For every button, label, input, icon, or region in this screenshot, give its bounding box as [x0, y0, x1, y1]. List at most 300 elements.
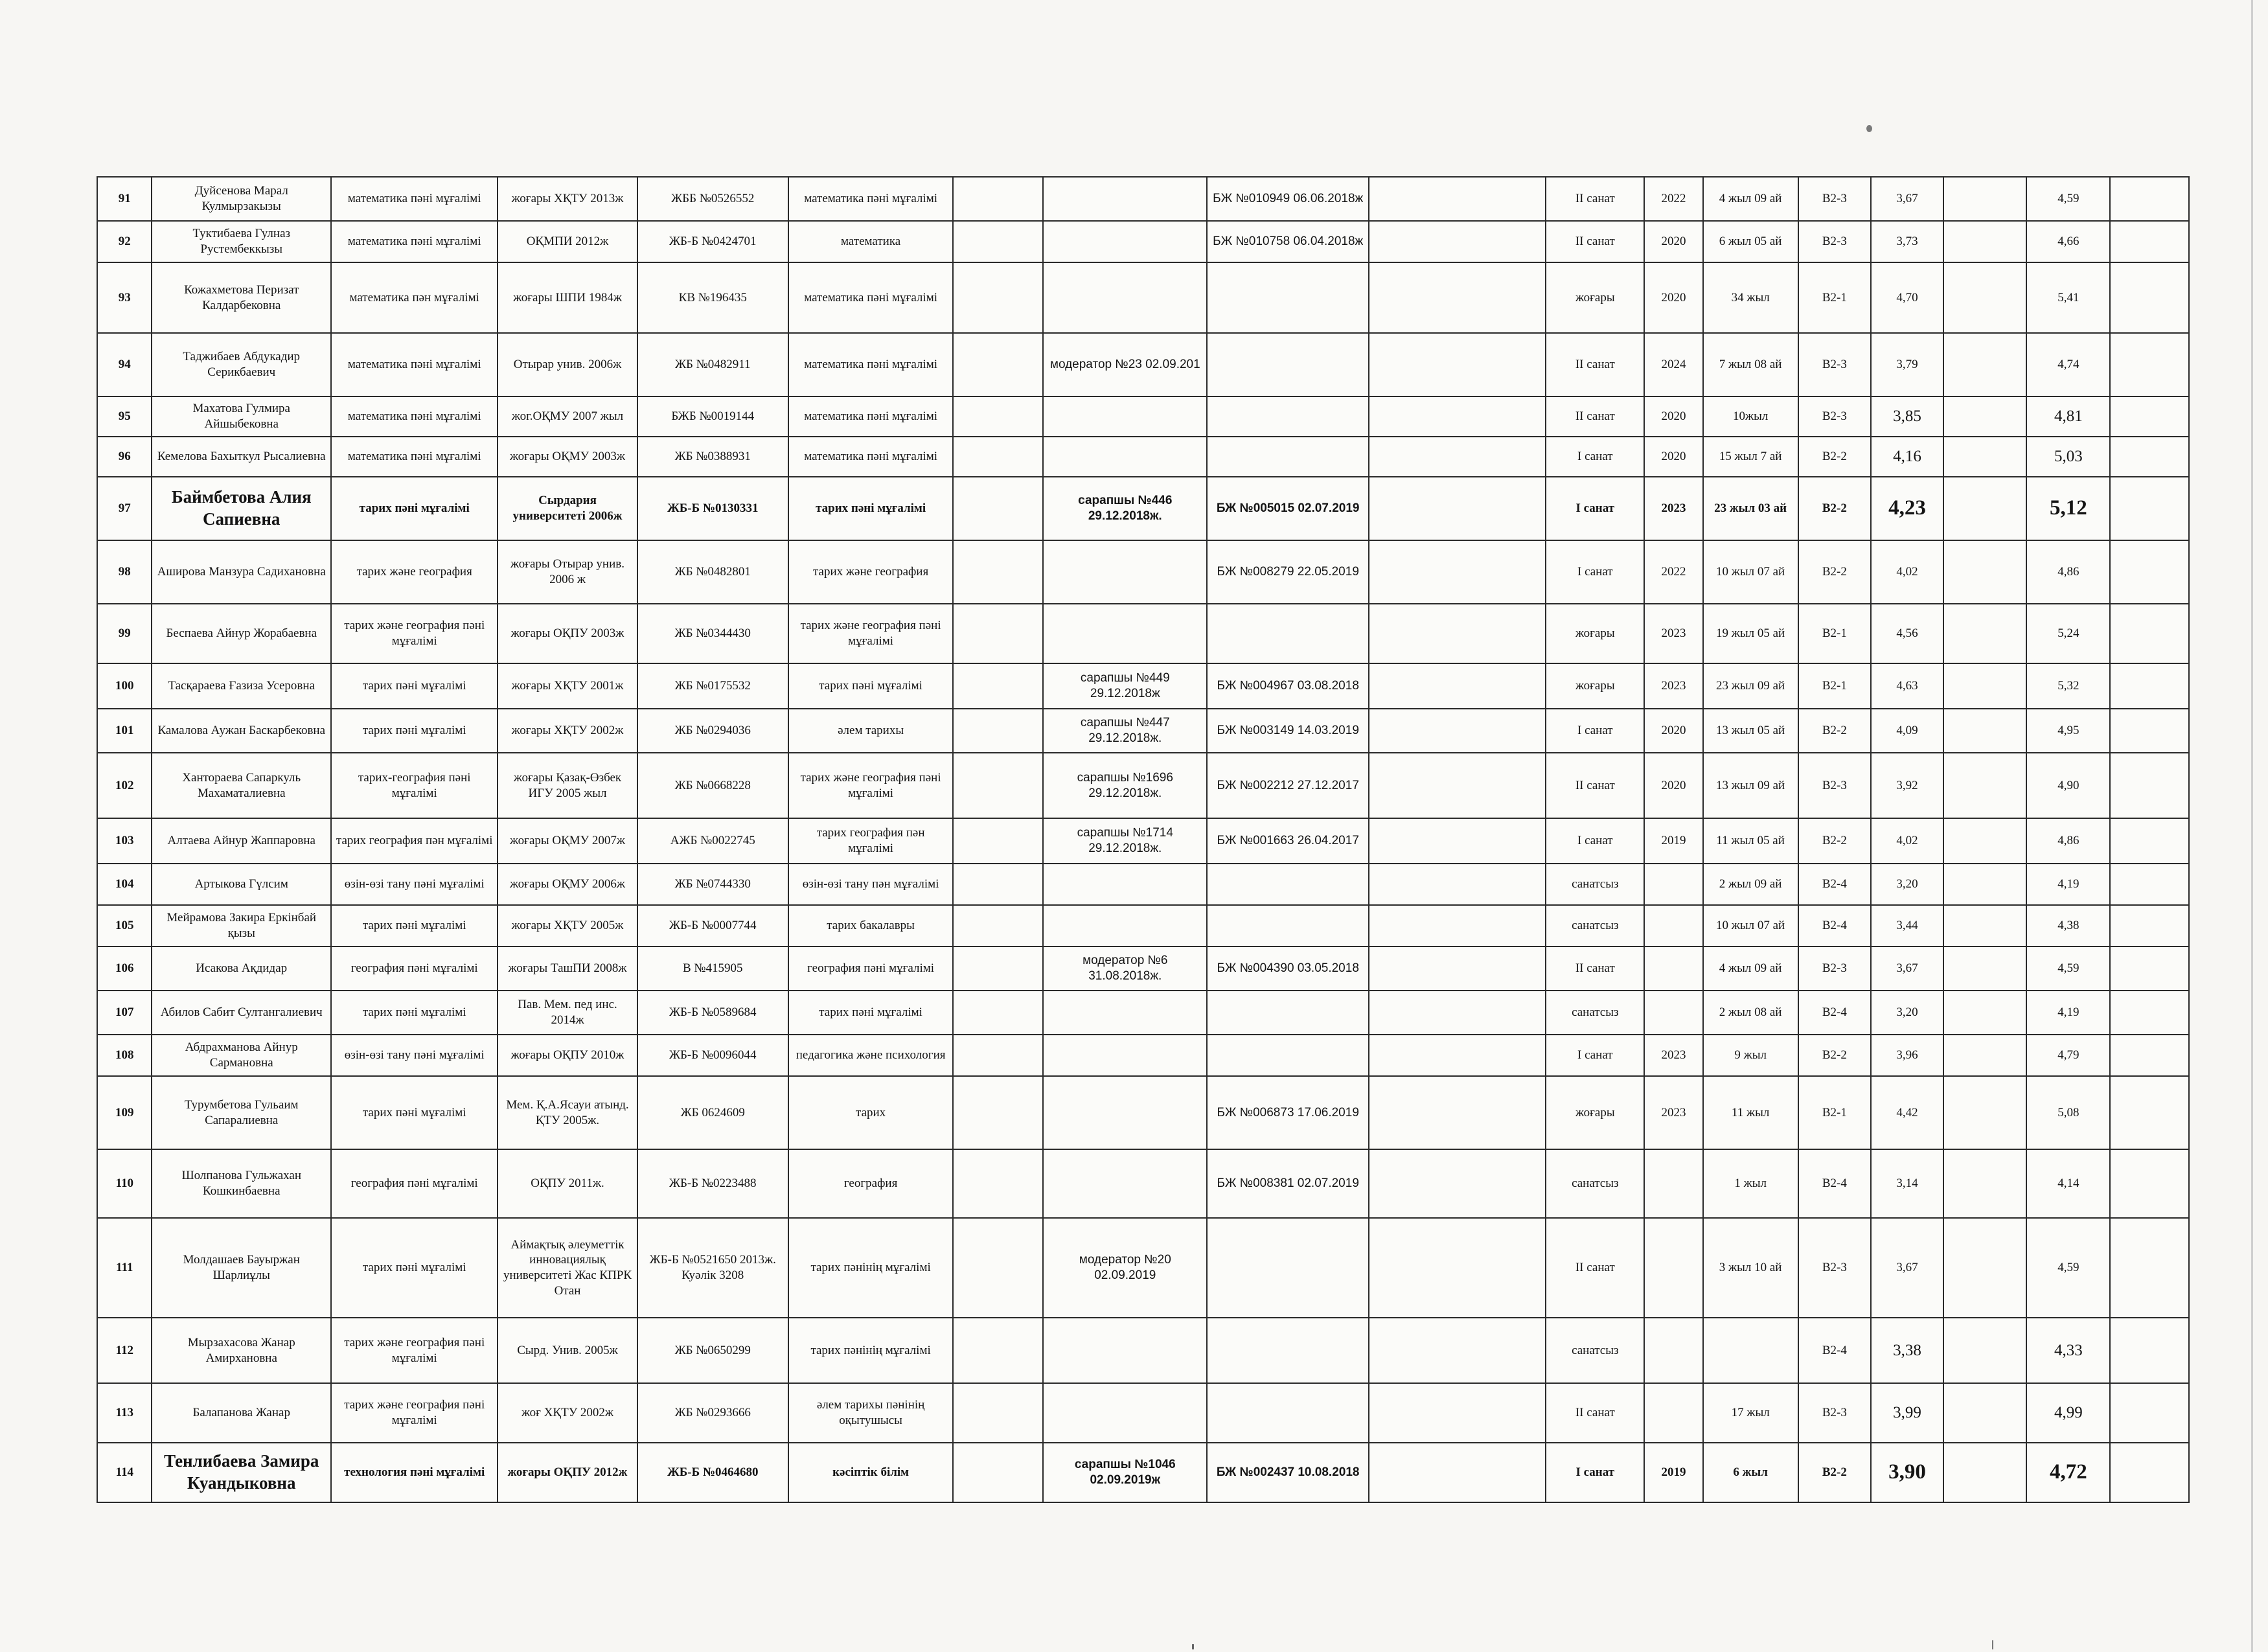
- position: тарих пәні мұғалімі: [331, 663, 498, 709]
- teacher-name: Камалова Аужан Баскарбековна: [152, 709, 331, 753]
- empty-cell: [1943, 1076, 2027, 1149]
- grade-code: B2-4: [1798, 1149, 1872, 1218]
- specialty: математика пәні мұғалімі: [788, 396, 953, 437]
- score-coefficient: 4,02: [1871, 540, 1943, 604]
- expert-status: [1043, 221, 1207, 262]
- diploma-number: В №415905: [637, 946, 788, 991]
- qualification-category: санатсыз: [1546, 991, 1644, 1035]
- table-body: [97, 177, 2189, 1502]
- row-number: 114: [97, 1443, 152, 1502]
- empty-cell: [953, 753, 1043, 818]
- score-total: 5,03: [2026, 437, 2110, 477]
- category-year: 2024: [1644, 333, 1703, 396]
- score-coefficient: 3,96: [1871, 1035, 1943, 1076]
- score-coefficient: 4,09: [1871, 709, 1943, 753]
- table-row: [97, 477, 2189, 540]
- work-experience: 34 жыл: [1703, 262, 1798, 333]
- empty-cell: [1943, 262, 2027, 333]
- score-total: 5,32: [2026, 663, 2110, 709]
- qualification-category: II санат: [1546, 396, 1644, 437]
- certificate: [1207, 604, 1368, 663]
- expert-status: [1043, 905, 1207, 946]
- category-year: [1644, 946, 1703, 991]
- qualification-category: I санат: [1546, 1035, 1644, 1076]
- teacher-name: Тенлибаева Замира Куандыковна: [152, 1443, 331, 1502]
- row-number: 95: [97, 396, 152, 437]
- certificate: БЖ №005015 02.07.2019: [1207, 477, 1368, 540]
- work-experience: 10жыл: [1703, 396, 1798, 437]
- score-total: 4,59: [2026, 177, 2110, 221]
- empty-cell: [953, 262, 1043, 333]
- certificate: БЖ №008381 02.07.2019: [1207, 1149, 1368, 1218]
- score-total: 4,33: [2026, 1318, 2110, 1383]
- work-experience: 17 жыл: [1703, 1383, 1798, 1443]
- work-experience: 4 жыл 09 ай: [1703, 946, 1798, 991]
- expert-status: сарапшы №447 29.12.2018ж.: [1043, 709, 1207, 753]
- empty-cell: [1369, 221, 1546, 262]
- expert-status: [1043, 437, 1207, 477]
- row-number: 97: [97, 477, 152, 540]
- diploma-number: ЖБ 0624609: [637, 1076, 788, 1149]
- work-experience: 9 жыл: [1703, 1035, 1798, 1076]
- education: Мем. Қ.А.Ясауи атынд. ҚТУ 2005ж.: [498, 1076, 637, 1149]
- empty-cell: [2110, 753, 2189, 818]
- table-row: [97, 946, 2189, 991]
- scan-dot: [1866, 125, 1872, 132]
- score-coefficient: 4,16: [1871, 437, 1943, 477]
- score-coefficient: 3,99: [1871, 1383, 1943, 1443]
- empty-cell: [953, 663, 1043, 709]
- diploma-number: ЖБ-Б №0223488: [637, 1149, 788, 1218]
- expert-status: [1043, 864, 1207, 905]
- specialty: тарих және география пәні мұғалімі: [788, 604, 953, 663]
- education: жоғары ОҚПУ 2010ж: [498, 1035, 637, 1076]
- empty-cell: [1369, 1035, 1546, 1076]
- qualification-category: II санат: [1546, 1383, 1644, 1443]
- table-row: [97, 1443, 2189, 1502]
- expert-status: [1043, 1076, 1207, 1149]
- education: жоғ ХҚТУ 2002ж: [498, 1383, 637, 1443]
- row-number: 94: [97, 333, 152, 396]
- diploma-number: ЖББ №0526552: [637, 177, 788, 221]
- empty-cell: [2110, 818, 2189, 864]
- table-row: [97, 177, 2189, 221]
- qualification-category: II санат: [1546, 221, 1644, 262]
- row-number: 99: [97, 604, 152, 663]
- category-year: 2023: [1644, 604, 1703, 663]
- table-row: [97, 396, 2189, 437]
- row-number: 105: [97, 905, 152, 946]
- certificate: БЖ №002437 10.08.2018: [1207, 1443, 1368, 1502]
- grade-code: B2-4: [1798, 991, 1872, 1035]
- empty-cell: [2110, 905, 2189, 946]
- category-year: 2020: [1644, 753, 1703, 818]
- diploma-number: ЖБ-Б №0130331: [637, 477, 788, 540]
- row-number: 109: [97, 1076, 152, 1149]
- teacher-name: Баймбетова Алия Сапиевна: [152, 477, 331, 540]
- empty-cell: [1943, 709, 2027, 753]
- specialty: математика: [788, 221, 953, 262]
- empty-cell: [1369, 437, 1546, 477]
- empty-cell: [1369, 946, 1546, 991]
- score-coefficient: 4,02: [1871, 818, 1943, 864]
- teacher-name: Хантораева Сапаркуль Махаматалиевна: [152, 753, 331, 818]
- certificate: [1207, 1383, 1368, 1443]
- empty-cell: [2110, 437, 2189, 477]
- teacher-name: Алтаева Айнур Жаппаровна: [152, 818, 331, 864]
- grade-code: B2-4: [1798, 864, 1872, 905]
- empty-cell: [2110, 1318, 2189, 1383]
- row-number: 112: [97, 1318, 152, 1383]
- empty-cell: [1369, 1218, 1546, 1318]
- qualification-category: жоғары: [1546, 262, 1644, 333]
- diploma-number: КВ №196435: [637, 262, 788, 333]
- teacher-name: Молдашаев Бауыржан Шарлиұлы: [152, 1218, 331, 1318]
- empty-cell: [1943, 818, 2027, 864]
- table-row: [97, 437, 2189, 477]
- category-year: 2020: [1644, 221, 1703, 262]
- teacher-name: Дуйсенова Марал Кулмырзакызы: [152, 177, 331, 221]
- empty-cell: [1369, 991, 1546, 1035]
- specialty: тарих география пән мұғалімі: [788, 818, 953, 864]
- work-experience: 15 жыл 7 ай: [1703, 437, 1798, 477]
- certificate: [1207, 1035, 1368, 1076]
- work-experience: 2 жыл 09 ай: [1703, 864, 1798, 905]
- category-year: [1644, 991, 1703, 1035]
- score-coefficient: 4,23: [1871, 477, 1943, 540]
- category-year: 2023: [1644, 477, 1703, 540]
- empty-cell: [953, 333, 1043, 396]
- position: математика пән мұғалімі: [331, 262, 498, 333]
- expert-status: сарапшы №1696 29.12.2018ж.: [1043, 753, 1207, 818]
- specialty: математика пәні мұғалімі: [788, 177, 953, 221]
- specialty: тарих және география пәні мұғалімі: [788, 753, 953, 818]
- specialty: тарих: [788, 1076, 953, 1149]
- empty-cell: [1369, 663, 1546, 709]
- grade-code: B2-3: [1798, 1383, 1872, 1443]
- empty-cell: [953, 864, 1043, 905]
- score-total: 5,12: [2026, 477, 2110, 540]
- score-coefficient: 3,73: [1871, 221, 1943, 262]
- grade-code: B2-4: [1798, 1318, 1872, 1383]
- table-row: [97, 333, 2189, 396]
- diploma-number: ЖБ №0344430: [637, 604, 788, 663]
- work-experience: 7 жыл 08 ай: [1703, 333, 1798, 396]
- score-total: 4,59: [2026, 946, 2110, 991]
- empty-cell: [1369, 905, 1546, 946]
- expert-status: [1043, 991, 1207, 1035]
- position: математика пәні мұғалімі: [331, 437, 498, 477]
- work-experience: 19 жыл 05 ай: [1703, 604, 1798, 663]
- teacher-name: Абилов Сабит Султангалиевич: [152, 991, 331, 1035]
- row-number: 102: [97, 753, 152, 818]
- table-row: [97, 709, 2189, 753]
- position: тарих пәні мұғалімі: [331, 709, 498, 753]
- empty-cell: [2110, 864, 2189, 905]
- row-number: 111: [97, 1218, 152, 1318]
- work-experience: 11 жыл: [1703, 1076, 1798, 1149]
- qualification-category: санатсыз: [1546, 864, 1644, 905]
- education: жог.ОҚМУ 2007 жыл: [498, 396, 637, 437]
- table-row: [97, 905, 2189, 946]
- education: жоғары ТашПИ 2008ж: [498, 946, 637, 991]
- empty-cell: [1943, 1383, 2027, 1443]
- qualification-category: I санат: [1546, 709, 1644, 753]
- work-experience: 1 жыл: [1703, 1149, 1798, 1218]
- score-total: 4,72: [2026, 1443, 2110, 1502]
- education: жоғары ОҚМУ 2003ж: [498, 437, 637, 477]
- diploma-number: ЖБ №0668228: [637, 753, 788, 818]
- category-year: [1644, 1383, 1703, 1443]
- position: география пәні мұғалімі: [331, 1149, 498, 1218]
- empty-cell: [1943, 477, 2027, 540]
- qualification-category: жоғары: [1546, 663, 1644, 709]
- empty-cell: [1369, 477, 1546, 540]
- empty-cell: [2110, 262, 2189, 333]
- score-total: 4,81: [2026, 396, 2110, 437]
- empty-cell: [953, 1149, 1043, 1218]
- education: ОҚМПИ 2012ж: [498, 221, 637, 262]
- teacher-name: Балапанова Жанар: [152, 1383, 331, 1443]
- grade-code: B2-1: [1798, 262, 1872, 333]
- teacher-name: Тасқараева Ғазиза Усеровна: [152, 663, 331, 709]
- qualification-category: жоғары: [1546, 604, 1644, 663]
- scan-mark: [1192, 1644, 1194, 1649]
- diploma-number: ЖБ №0482911: [637, 333, 788, 396]
- qualification-category: II санат: [1546, 1218, 1644, 1318]
- qualification-category: II санат: [1546, 333, 1644, 396]
- qualification-category: I санат: [1546, 818, 1644, 864]
- empty-cell: [1369, 177, 1546, 221]
- teacher-name: Мейрамова Закира Еркінбай қызы: [152, 905, 331, 946]
- empty-cell: [1943, 1035, 2027, 1076]
- qualification-category: II санат: [1546, 753, 1644, 818]
- qualification-category: I санат: [1546, 1443, 1644, 1502]
- position: тарих пәні мұғалімі: [331, 477, 498, 540]
- specialty: география: [788, 1149, 953, 1218]
- category-year: [1644, 1318, 1703, 1383]
- expert-status: [1043, 177, 1207, 221]
- grade-code: B2-3: [1798, 177, 1872, 221]
- row-number: 113: [97, 1383, 152, 1443]
- expert-status: сарапшы №1046 02.09.2019ж: [1043, 1443, 1207, 1502]
- qualification-category: санатсыз: [1546, 905, 1644, 946]
- expert-status: модератор №20 02.09.2019: [1043, 1218, 1207, 1318]
- work-experience: 13 жыл 05 ай: [1703, 709, 1798, 753]
- table-row: [97, 604, 2189, 663]
- position: математика пәні мұғалімі: [331, 177, 498, 221]
- teacher-name: Таджибаев Абдукадир Серикбаевич: [152, 333, 331, 396]
- empty-cell: [953, 946, 1043, 991]
- education: жоғары ОҚМУ 2007ж: [498, 818, 637, 864]
- work-experience: 11 жыл 05 ай: [1703, 818, 1798, 864]
- education: Отырар унив. 2006ж: [498, 333, 637, 396]
- education: ОҚПУ 2011ж.: [498, 1149, 637, 1218]
- certificate: БЖ №001663 26.04.2017: [1207, 818, 1368, 864]
- category-year: [1644, 905, 1703, 946]
- empty-cell: [1943, 221, 2027, 262]
- score-coefficient: 3,92: [1871, 753, 1943, 818]
- diploma-number: ЖБ-Б №0007744: [637, 905, 788, 946]
- certificate: БЖ №008279 22.05.2019: [1207, 540, 1368, 604]
- score-total: 4,14: [2026, 1149, 2110, 1218]
- certificate: [1207, 396, 1368, 437]
- table-row: [97, 540, 2189, 604]
- specialty: тарих және география: [788, 540, 953, 604]
- certificate: [1207, 333, 1368, 396]
- row-number: 100: [97, 663, 152, 709]
- empty-cell: [1943, 437, 2027, 477]
- empty-cell: [1943, 1443, 2027, 1502]
- qualification-category: санатсыз: [1546, 1149, 1644, 1218]
- certificate: БЖ №010758 06.04.2018ж: [1207, 221, 1368, 262]
- score-coefficient: 3,38: [1871, 1318, 1943, 1383]
- work-experience: 2 жыл 08 ай: [1703, 991, 1798, 1035]
- score-total: 4,95: [2026, 709, 2110, 753]
- specialty: тарих пәнінің мұғалімі: [788, 1218, 953, 1318]
- empty-cell: [1369, 864, 1546, 905]
- empty-cell: [953, 818, 1043, 864]
- category-year: 2023: [1644, 663, 1703, 709]
- qualification-category: жоғары: [1546, 1076, 1644, 1149]
- position: тарих пәні мұғалімі: [331, 991, 498, 1035]
- category-year: 2022: [1644, 540, 1703, 604]
- certificate: БЖ №004390 03.05.2018: [1207, 946, 1368, 991]
- qualification-category: I санат: [1546, 477, 1644, 540]
- specialty: математика пәні мұғалімі: [788, 437, 953, 477]
- specialty: кәсіптік білім: [788, 1443, 953, 1502]
- empty-cell: [953, 177, 1043, 221]
- category-year: [1644, 1218, 1703, 1318]
- empty-cell: [1943, 1149, 2027, 1218]
- grade-code: B2-3: [1798, 946, 1872, 991]
- category-year: 2019: [1644, 818, 1703, 864]
- expert-status: [1043, 1383, 1207, 1443]
- certificate: [1207, 905, 1368, 946]
- empty-cell: [1369, 1443, 1546, 1502]
- scan-mark: [1992, 1640, 1993, 1649]
- empty-cell: [953, 221, 1043, 262]
- diploma-number: ЖБ №0650299: [637, 1318, 788, 1383]
- score-coefficient: 3,67: [1871, 177, 1943, 221]
- empty-cell: [2110, 1035, 2189, 1076]
- empty-cell: [1943, 177, 2027, 221]
- score-coefficient: 4,70: [1871, 262, 1943, 333]
- empty-cell: [1943, 905, 2027, 946]
- position: өзін-өзі тану пәні мұғалімі: [331, 1035, 498, 1076]
- teacher-name: Аширова Манзура Садихановна: [152, 540, 331, 604]
- expert-status: [1043, 396, 1207, 437]
- category-year: 2020: [1644, 262, 1703, 333]
- grade-code: B2-2: [1798, 437, 1872, 477]
- category-year: [1644, 1149, 1703, 1218]
- position: өзін-өзі тану пәні мұғалімі: [331, 864, 498, 905]
- score-total: 4,90: [2026, 753, 2110, 818]
- education: жоғары ХҚТУ 2002ж: [498, 709, 637, 753]
- diploma-number: ЖБ №0388931: [637, 437, 788, 477]
- teacher-name: Шолпанова Гульжахан Кошкинбаевна: [152, 1149, 331, 1218]
- education: жоғары ОҚПУ 2003ж: [498, 604, 637, 663]
- table-row: [97, 663, 2189, 709]
- grade-code: B2-3: [1798, 753, 1872, 818]
- empty-cell: [1369, 818, 1546, 864]
- empty-cell: [953, 709, 1043, 753]
- score-coefficient: 3,85: [1871, 396, 1943, 437]
- diploma-number: ЖБ-Б №0424701: [637, 221, 788, 262]
- work-experience: 23 жыл 03 ай: [1703, 477, 1798, 540]
- position: тарих-география пәні мұғалімі: [331, 753, 498, 818]
- row-number: 110: [97, 1149, 152, 1218]
- empty-cell: [953, 396, 1043, 437]
- table-row: [97, 1149, 2189, 1218]
- empty-cell: [953, 437, 1043, 477]
- empty-cell: [1369, 396, 1546, 437]
- diploma-number: ЖБ №0175532: [637, 663, 788, 709]
- category-year: 2020: [1644, 396, 1703, 437]
- grade-code: B2-2: [1798, 477, 1872, 540]
- work-experience: 10 жыл 07 ай: [1703, 905, 1798, 946]
- teacher-name: Кожахметова Перизат Калдарбековна: [152, 262, 331, 333]
- diploma-number: ЖБ №0293666: [637, 1383, 788, 1443]
- table-row: [97, 864, 2189, 905]
- score-coefficient: 3,90: [1871, 1443, 1943, 1502]
- empty-cell: [2110, 1443, 2189, 1502]
- empty-cell: [1369, 1076, 1546, 1149]
- table-row: [97, 1383, 2189, 1443]
- position: тарих пәні мұғалімі: [331, 905, 498, 946]
- expert-status: сарапшы №449 29.12.2018ж: [1043, 663, 1207, 709]
- certificate: [1207, 262, 1368, 333]
- table-row: [97, 1318, 2189, 1383]
- empty-cell: [2110, 604, 2189, 663]
- category-year: 2020: [1644, 437, 1703, 477]
- empty-cell: [2110, 540, 2189, 604]
- table-row: [97, 262, 2189, 333]
- expert-status: модератор №6 31.08.2018ж.: [1043, 946, 1207, 991]
- specialty: педагогика және психология: [788, 1035, 953, 1076]
- score-total: 4,66: [2026, 221, 2110, 262]
- specialty: тарих пәні мұғалімі: [788, 477, 953, 540]
- row-number: 106: [97, 946, 152, 991]
- category-year: 2023: [1644, 1076, 1703, 1149]
- table-row: [97, 221, 2189, 262]
- score-total: 5,24: [2026, 604, 2110, 663]
- score-coefficient: 3,14: [1871, 1149, 1943, 1218]
- teacher-name: Беспаева Айнур Жорабаевна: [152, 604, 331, 663]
- score-coefficient: 3,67: [1871, 1218, 1943, 1318]
- teacher-name: Туктибаева Гулназ Рустембеккызы: [152, 221, 331, 262]
- education: Пав. Мем. пед инс. 2014ж: [498, 991, 637, 1035]
- score-coefficient: 4,42: [1871, 1076, 1943, 1149]
- diploma-number: ЖБ-Б №0521650 2013ж. Куәлік 3208: [637, 1218, 788, 1318]
- score-coefficient: 4,56: [1871, 604, 1943, 663]
- education: Сырд. Унив. 2005ж: [498, 1318, 637, 1383]
- specialty: өзін-өзі тану пән мұғалімі: [788, 864, 953, 905]
- position: география пәні мұғалімі: [331, 946, 498, 991]
- empty-cell: [1943, 946, 2027, 991]
- empty-cell: [2110, 477, 2189, 540]
- grade-code: B2-3: [1798, 1218, 1872, 1318]
- row-number: 103: [97, 818, 152, 864]
- empty-cell: [1369, 540, 1546, 604]
- score-total: 4,86: [2026, 540, 2110, 604]
- certificate: БЖ №003149 14.03.2019: [1207, 709, 1368, 753]
- education: жоғары ХҚТУ 2013ж: [498, 177, 637, 221]
- score-total: 4,79: [2026, 1035, 2110, 1076]
- table-row: [97, 991, 2189, 1035]
- work-experience: 6 жыл 05 ай: [1703, 221, 1798, 262]
- certificate: [1207, 1318, 1368, 1383]
